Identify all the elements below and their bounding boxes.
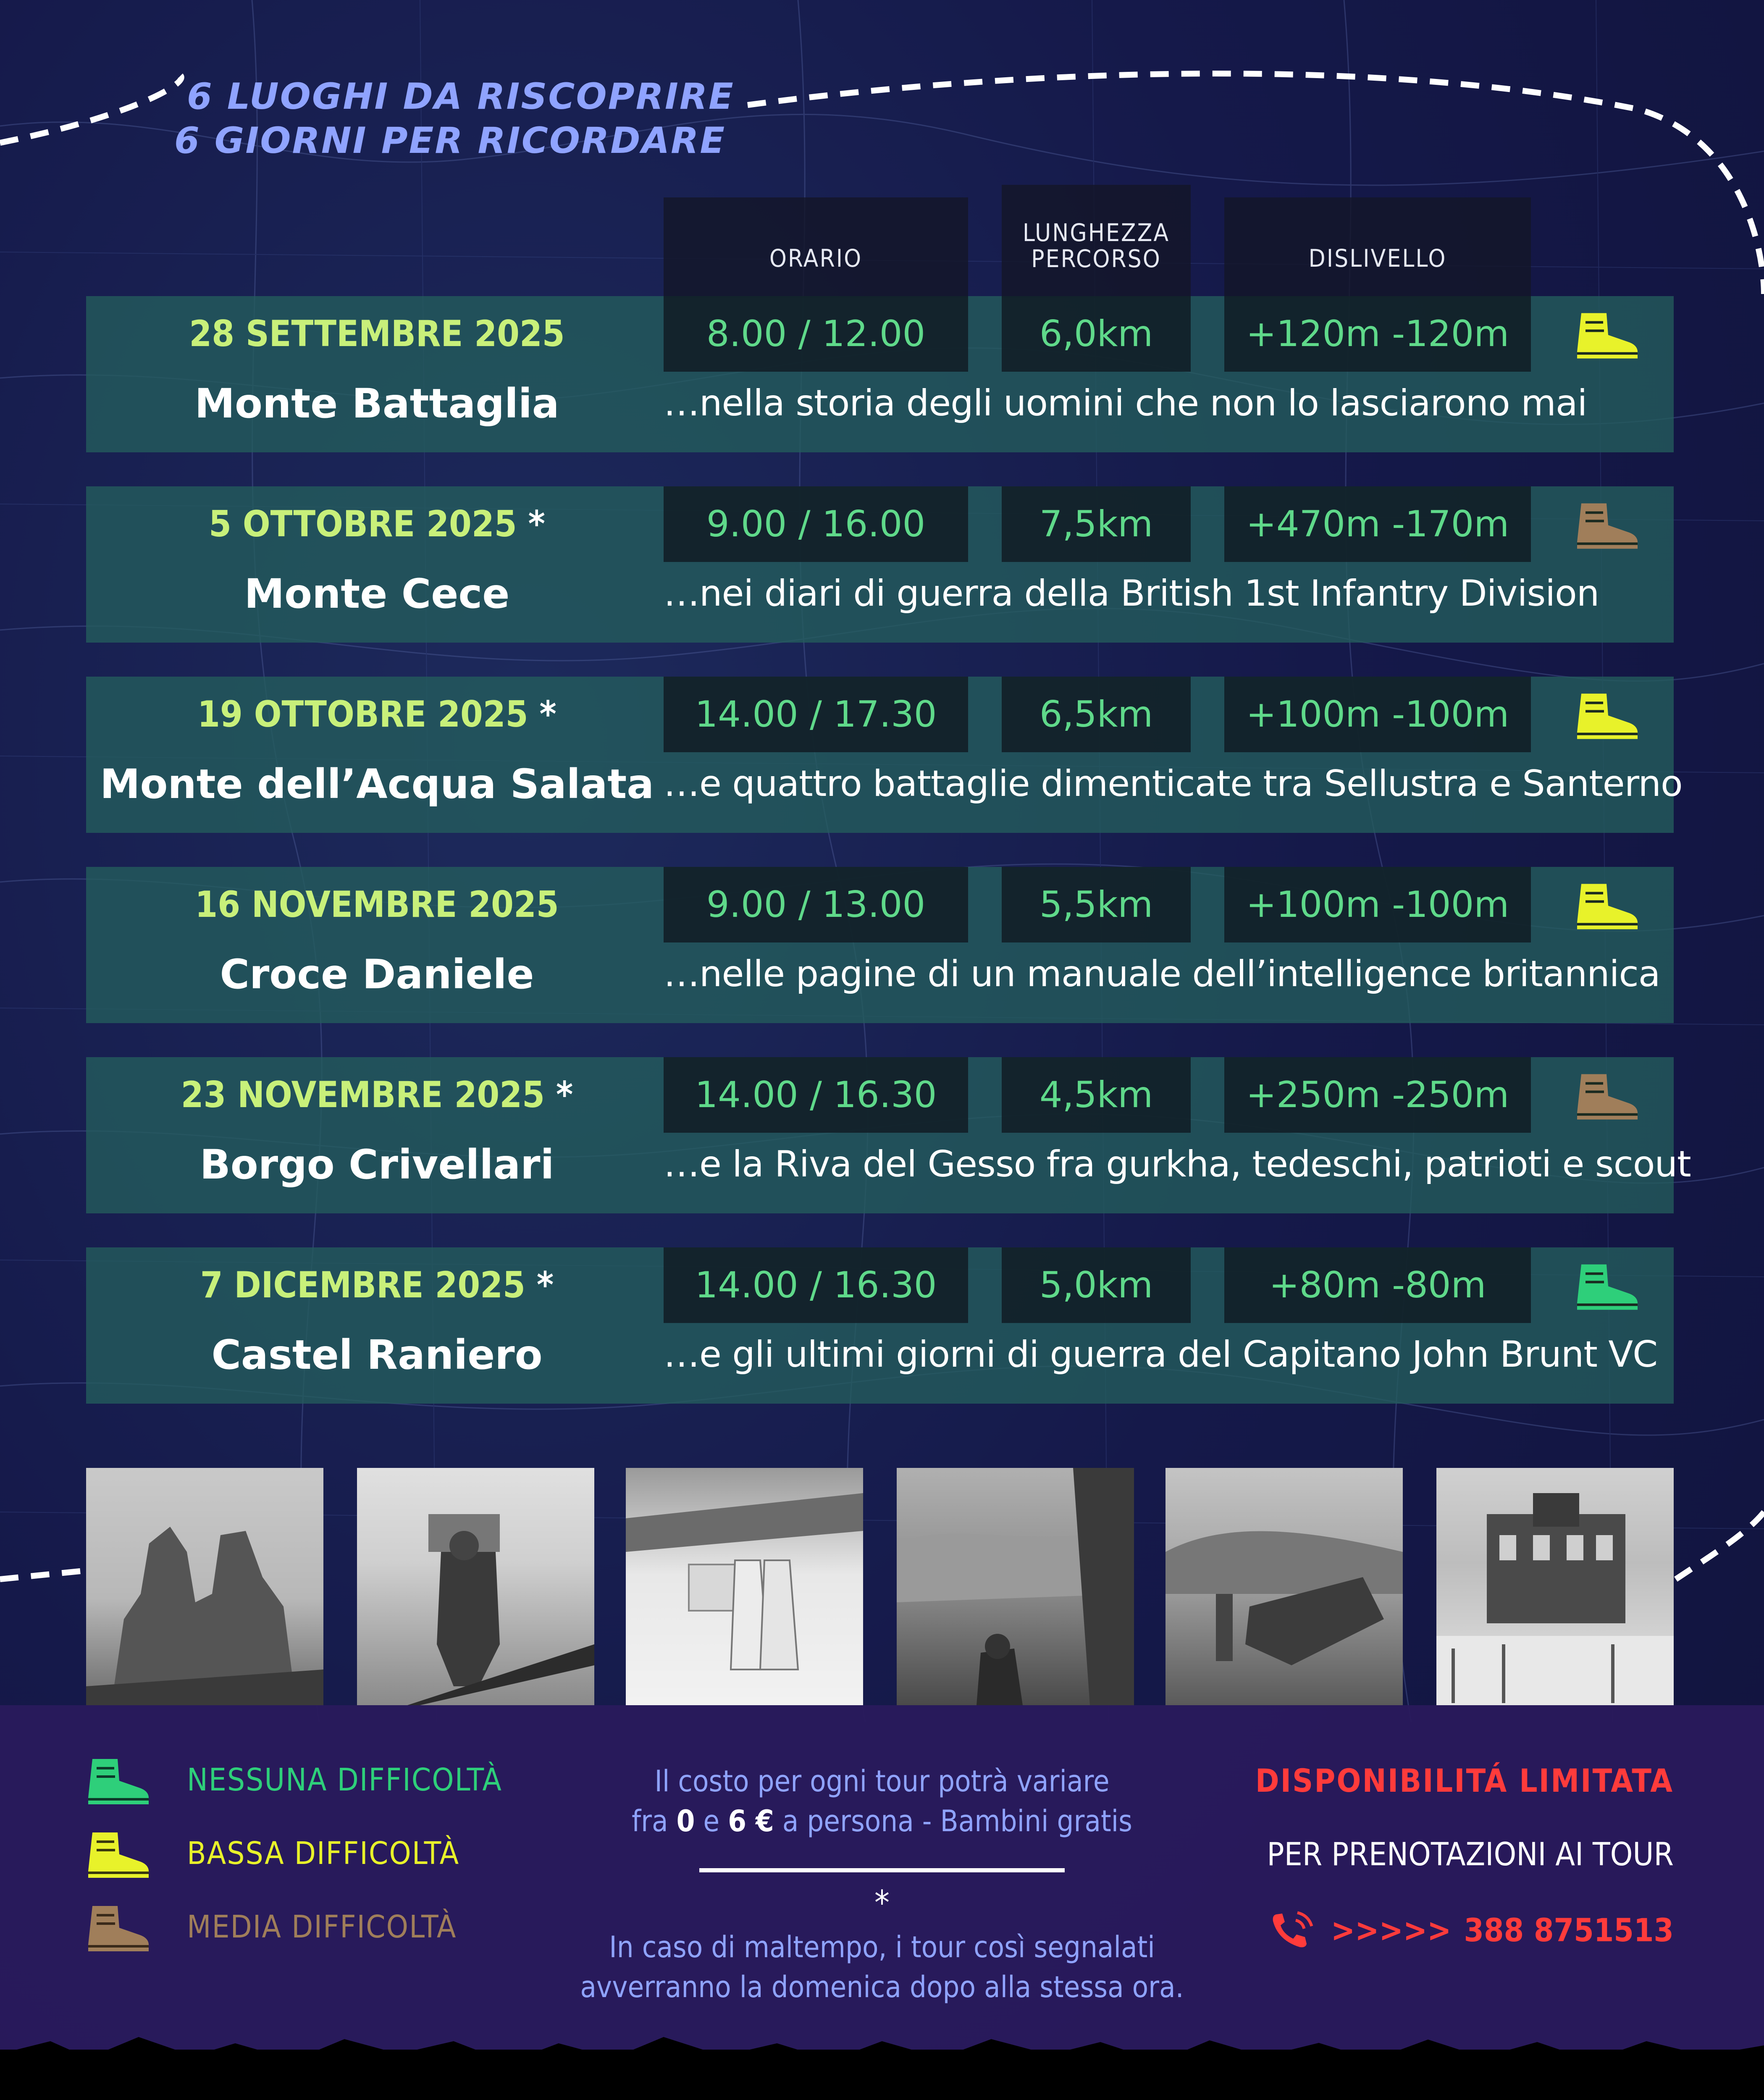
phone-icon [1268, 1907, 1318, 1953]
tour-elevation: +120m -120m [1224, 296, 1531, 372]
column-header-lunghezza-line2: PERCORSO [1031, 244, 1161, 273]
photo-soldiers-in-snow [626, 1468, 863, 1705]
boot-yellow-icon [84, 1829, 151, 1882]
tour-date [86, 693, 668, 735]
tour-place: Monte Cece [244, 570, 510, 617]
boot-green-icon [84, 1756, 151, 1808]
tour-date [86, 1264, 668, 1306]
tour-time: 9.00 / 16.00 [664, 486, 968, 562]
tour-row [86, 296, 1674, 452]
weather-line1: In caso di maltempo, i tour così segnalati [609, 1930, 1155, 1964]
booking-phone-row[interactable] [1268, 1907, 1674, 1953]
tour-date [86, 313, 668, 355]
tour-date-text: 23 NOVEMBRE 2025 [181, 1074, 545, 1116]
tour-description: …e quattro battaglie dimenticate tra Sellustra e Santerno [664, 763, 1683, 805]
tour-row [86, 677, 1683, 833]
tour-length: 6,5km [1002, 677, 1191, 752]
cost-info-line1: Il costo per ogni tour potrà variare [654, 1764, 1110, 1798]
column-header-orario [664, 197, 968, 298]
column-header-lunghezza [1002, 185, 1191, 298]
tour-place: Croce Daniele [220, 951, 534, 998]
photo-castel-raniero-villa [1436, 1468, 1674, 1705]
photo-monte-battaglia-ruins [86, 1468, 323, 1705]
photo-soldier-valley-view [897, 1468, 1134, 1705]
difficulty-boot-icon [1573, 1260, 1640, 1315]
photo-soldier-carrying-load [357, 1468, 594, 1705]
cost-text-post: a persona - Bambini gratis [774, 1804, 1132, 1838]
difficulty-boot-icon [1573, 689, 1640, 744]
photo-destroyed-tank [1166, 1468, 1403, 1705]
weather-asterisk-marker: * [544, 1074, 573, 1116]
tour-place: Monte dell’Acqua Salata [100, 761, 654, 808]
legend-label-bassa: BASSA DIFFICOLTÀ [187, 1835, 460, 1872]
tour-place: Borgo Crivellari [200, 1141, 554, 1188]
difficulty-boot-icon [1573, 309, 1640, 363]
difficulty-boot-icon [1573, 1070, 1640, 1124]
tour-row [86, 1247, 1674, 1404]
column-header-dislivello-label: DISLIVELLO [1308, 244, 1447, 273]
tour-date [86, 884, 668, 926]
tour-date-text: 19 OTTOBRE 2025 [197, 693, 528, 735]
tour-elevation: +100m -100m [1224, 677, 1531, 752]
tour-row [86, 1057, 1691, 1213]
tagline-line1: 6 LUOGHI DA RISCOPRIRE [187, 76, 735, 118]
tagline-line2: 6 GIORNI PER RICORDARE [174, 120, 726, 162]
cost-text-pre: fra [632, 1804, 677, 1838]
weather-asterisk: * [874, 1883, 890, 1922]
phone-arrows: >>>>> [1331, 1911, 1452, 1949]
tour-length: 5,5km [1002, 867, 1191, 942]
tour-time: 14.00 / 16.30 [664, 1247, 968, 1323]
tour-row [86, 867, 1674, 1023]
tour-elevation: +470m -170m [1224, 486, 1531, 562]
booking-label: PER PRENOTAZIONI AI TOUR [1267, 1835, 1674, 1873]
column-header-dislivello [1224, 197, 1531, 298]
limited-availability: DISPONIBILITÁ LIMITATA [1255, 1762, 1674, 1799]
tour-description: …nelle pagine di un manuale dell’intelligence britannica [664, 953, 1660, 995]
tour-date [86, 1074, 668, 1116]
weather-asterisk-marker: * [517, 503, 545, 545]
tour-description: …e la Riva del Gesso fra gurkha, tedeschi, patrioti e scout [664, 1143, 1691, 1185]
tour-time: 14.00 / 16.30 [664, 1057, 968, 1133]
tour-length: 5,0km [1002, 1247, 1191, 1323]
difficulty-boot-icon [1573, 499, 1640, 554]
tour-elevation: +250m -250m [1224, 1057, 1531, 1133]
tour-elevation: +80m -80m [1224, 1247, 1531, 1323]
cost-info-line2 [563, 1802, 1201, 1840]
tour-place: Monte Battaglia [194, 380, 559, 427]
tour-elevation: +100m -100m [1224, 867, 1531, 942]
phone-number[interactable]: 388 8751513 [1464, 1911, 1674, 1949]
tour-date-text: 7 DICEMBRE 2025 [200, 1264, 525, 1306]
weather-asterisk-marker: * [525, 1264, 554, 1306]
column-header-orario-label: ORARIO [769, 244, 863, 273]
cost-min: 0 [676, 1804, 695, 1838]
weather-line2: avverranno la domenica dopo alla stessa ora. [580, 1970, 1184, 2004]
legend-label-nessuna: NESSUNA DIFFICOLTÀ [187, 1762, 502, 1798]
tour-date-text: 5 OTTOBRE 2025 [209, 503, 517, 545]
cost-max: 6 € [728, 1804, 774, 1838]
tour-date-text: 28 SETTEMBRE 2025 [189, 313, 565, 355]
tour-length: 7,5km [1002, 486, 1191, 562]
divider [699, 1868, 1065, 1872]
cost-text-mid: e [695, 1804, 728, 1838]
tour-row [86, 486, 1674, 643]
tour-place: Castel Raniero [211, 1331, 543, 1378]
tour-time: 9.00 / 13.00 [664, 867, 968, 942]
column-header-lunghezza-line1: LUNGHEZZA [1022, 218, 1170, 247]
weather-asterisk-marker: * [528, 693, 556, 735]
tour-description: …e gli ultimi giorni di guerra del Capitano John Brunt VC [664, 1334, 1658, 1376]
difficulty-boot-icon [1573, 879, 1640, 934]
tour-time: 8.00 / 12.00 [664, 296, 968, 372]
boot-brown-icon [84, 1903, 151, 1955]
tour-description: …nella storia degli uomini che non lo lasciarono mai [664, 382, 1587, 424]
legend-label-media: MEDIA DIFFICOLTÀ [187, 1909, 457, 1945]
tour-date [86, 503, 668, 545]
tour-time: 14.00 / 17.30 [664, 677, 968, 752]
torn-paper-edge [0, 2024, 1764, 2075]
tour-description: …nei diari di guerra della British 1st Infantry Division [664, 572, 1599, 614]
tour-length: 4,5km [1002, 1057, 1191, 1133]
tour-date-text: 16 NOVEMBRE 2025 [195, 884, 559, 926]
tour-length: 6,0km [1002, 296, 1191, 372]
